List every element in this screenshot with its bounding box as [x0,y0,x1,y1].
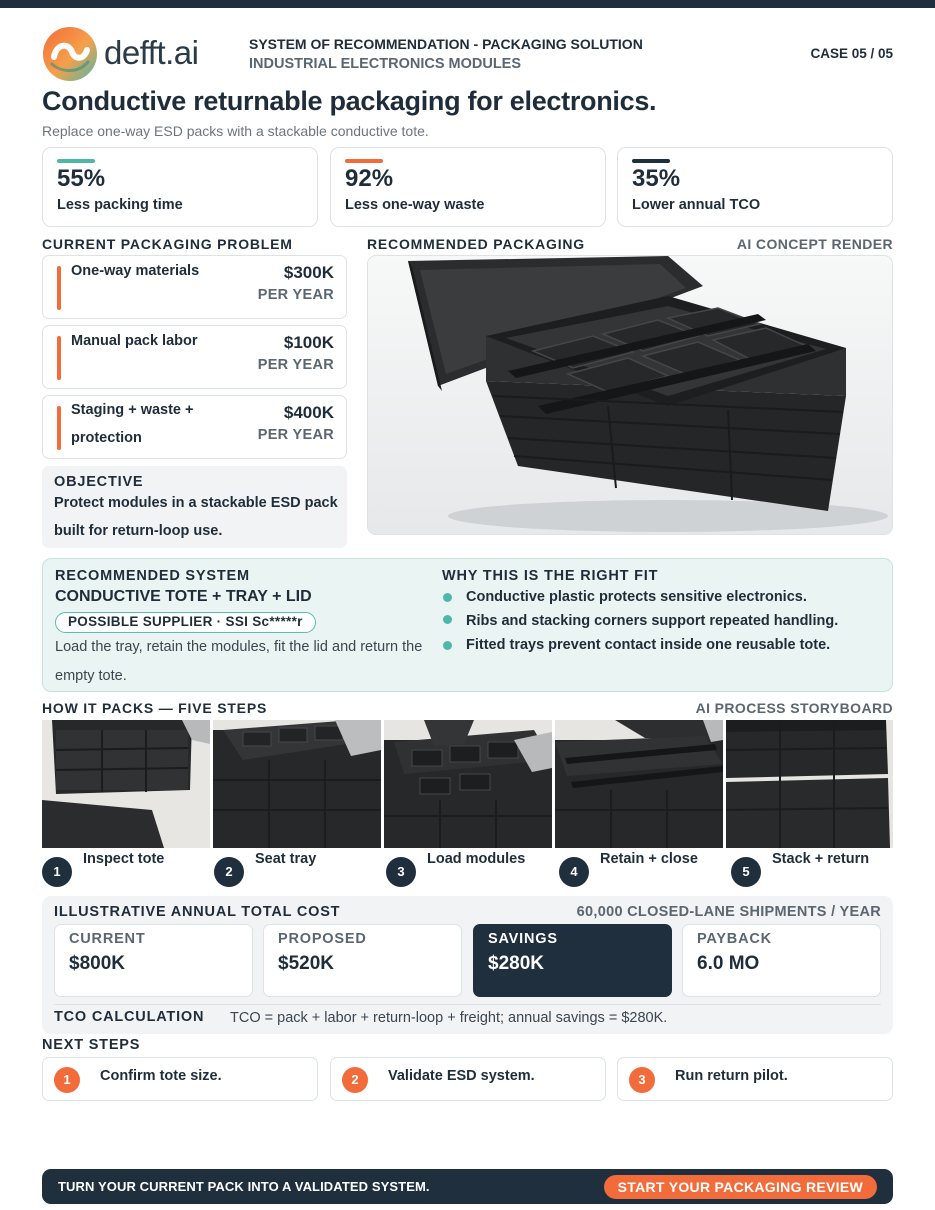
step-number-badge: 3 [386,857,416,887]
next-step-number-badge: 3 [629,1067,655,1093]
cost-heading: ILLUSTRATIVE ANNUAL TOTAL COST [54,904,341,920]
storyboard-frame-5 [726,720,893,848]
problem-name: One-way materials [71,263,200,279]
next-step-label: Confirm tote size. [100,1068,222,1084]
step-number-badge: 1 [42,857,72,887]
cost-card-payback [682,924,881,997]
annual-cost-panel [42,896,893,1034]
system-heading: RECOMMENDED SYSTEM [55,568,250,584]
metric-card-tco [617,147,893,227]
next-step-2 [330,1057,606,1101]
objective-heading: OBJECTIVE [54,474,144,490]
shipments-caption: 60,000 CLOSED-LANE SHIPMENTS / YEAR [576,904,881,920]
why-item [442,607,892,635]
storyboard-frame-1 [42,720,210,848]
problem-accent [57,266,61,310]
metric-value: 35% [632,165,681,192]
next-step-3 [617,1057,893,1101]
next-step-1 [42,1057,318,1101]
page-subtitle: Replace one-way ESD packs with a stackable conductive tote. [42,123,429,139]
objective-text: Protect modules in a stackable ESD pack built for return-loop use. [54,495,338,539]
header-industry-label: INDUSTRIAL ELECTRONICS MODULES [249,56,522,72]
cost-card-value: $800K [69,953,125,974]
step-label: Seat tray [255,851,317,867]
bullet-dot-icon [443,641,452,650]
recommended-heading: RECOMMENDED PACKAGING [367,236,585,252]
problem-period: PER YEAR [257,427,334,443]
problem-amount: $100K [283,333,334,352]
cost-card-value: 6.0 MO [697,953,760,974]
metric-label: Less one-way waste [345,197,485,213]
problem-period: PER YEAR [257,357,334,373]
supplier-badge: POSSIBLE SUPPLIER · SSI Sc*****r [55,612,316,633]
metric-accent-bar [345,159,383,163]
next-step-number-badge: 2 [342,1067,368,1093]
metric-value: 92% [345,165,394,192]
problem-amount: $300K [283,263,334,282]
tco-label: TCO CALCULATION [54,1009,205,1025]
cost-card-key: PROPOSED [278,931,367,947]
metric-label: Less packing time [57,197,183,213]
bullet-dot-icon [443,593,452,602]
step-number-badge: 4 [559,857,589,887]
objective-box [42,466,347,548]
next-step-number-badge: 1 [54,1067,80,1093]
cost-card-value: $520K [278,953,334,974]
start-review-button[interactable]: START YOUR PACKAGING REVIEW [604,1175,877,1199]
metric-accent-bar [57,159,95,163]
cost-card-key: PAYBACK [697,931,772,947]
footer-banner [42,1169,893,1204]
problem-accent [57,336,61,380]
system-name: CONDUCTIVE TOTE + TRAY + LID [55,588,312,605]
step-number-badge: 2 [214,857,244,887]
problem-item [42,395,347,459]
storyboard-frame-3 [384,720,552,848]
next-step-label: Run return pilot. [675,1068,788,1084]
storyboard-frame-2 [213,720,381,848]
storyboard-frame-4 [555,720,723,848]
render-caption: AI CONCEPT RENDER [736,236,893,252]
problem-amount: $400K [283,403,334,422]
why-item [442,633,892,657]
step-label: Stack + return [772,851,870,867]
step-label: Retain + close [600,851,698,867]
defft-logo-icon [42,26,98,82]
brand-name: defft.ai [104,34,199,71]
metric-label: Lower annual TCO [632,197,761,213]
next-step-label: Validate ESD system. [388,1068,535,1084]
cost-card-proposed [263,924,462,997]
next-steps-heading: NEXT STEPS [42,1037,141,1053]
cost-card-key: CURRENT [69,931,146,947]
cost-card-key: SAVINGS [488,931,558,947]
step-label: Inspect tote [83,851,165,867]
cost-card-value: $280K [488,953,544,974]
problem-heading: CURRENT PACKAGING PROBLEM [42,236,293,252]
metric-value: 55% [57,165,106,192]
cost-card-current [54,924,253,997]
recommended-system-panel [42,558,893,692]
storyboard-caption: AI PROCESS STORYBOARD [695,700,893,716]
cost-divider [54,1004,881,1005]
packaging-render-image [367,255,893,535]
tco-formula: TCO = pack + labor + return-loop + freight; annual savings = $280K. [230,1010,668,1026]
bullet-dot-icon [443,615,452,624]
case-number: CASE 05 / 05 [810,46,893,61]
problem-period: PER YEAR [257,287,334,303]
metric-accent-bar [632,159,670,163]
metric-card-packing-time [42,147,318,227]
step-label: Load modules [427,851,526,867]
tote-render-illustration [368,256,893,535]
problem-accent [57,406,61,450]
system-description: Load the tray, retain the modules, fit the lid and return the empty tote. [55,639,423,684]
why-item-text: Fitted trays prevent contact inside one reusable tote. [466,637,831,653]
footer-text: TURN YOUR CURRENT PACK INTO A VALIDATED SYSTEM. [58,1179,430,1194]
why-item-text: Ribs and stacking corners support repeated handling. [466,613,839,629]
why-item [442,585,892,609]
cost-card-savings [473,924,672,997]
why-list [442,585,892,655]
metric-card-waste [330,147,606,227]
problem-item [42,255,347,319]
problem-name: Staging + waste + protection [71,402,194,446]
step-number-badge: 5 [731,857,761,887]
header-system-label: SYSTEM OF RECOMMENDATION - PACKAGING SOLUTION [249,36,643,52]
why-item-text: Conductive plastic protects sensitive electronics. [466,589,807,605]
steps-heading: HOW IT PACKS — FIVE STEPS [42,700,268,716]
top-accent-bar [0,0,935,8]
problem-name: Manual pack labor [71,333,198,349]
problem-item [42,325,347,389]
page-title: Conductive returnable packaging for electronics. [42,86,657,116]
why-heading: WHY THIS IS THE RIGHT FIT [442,568,659,584]
